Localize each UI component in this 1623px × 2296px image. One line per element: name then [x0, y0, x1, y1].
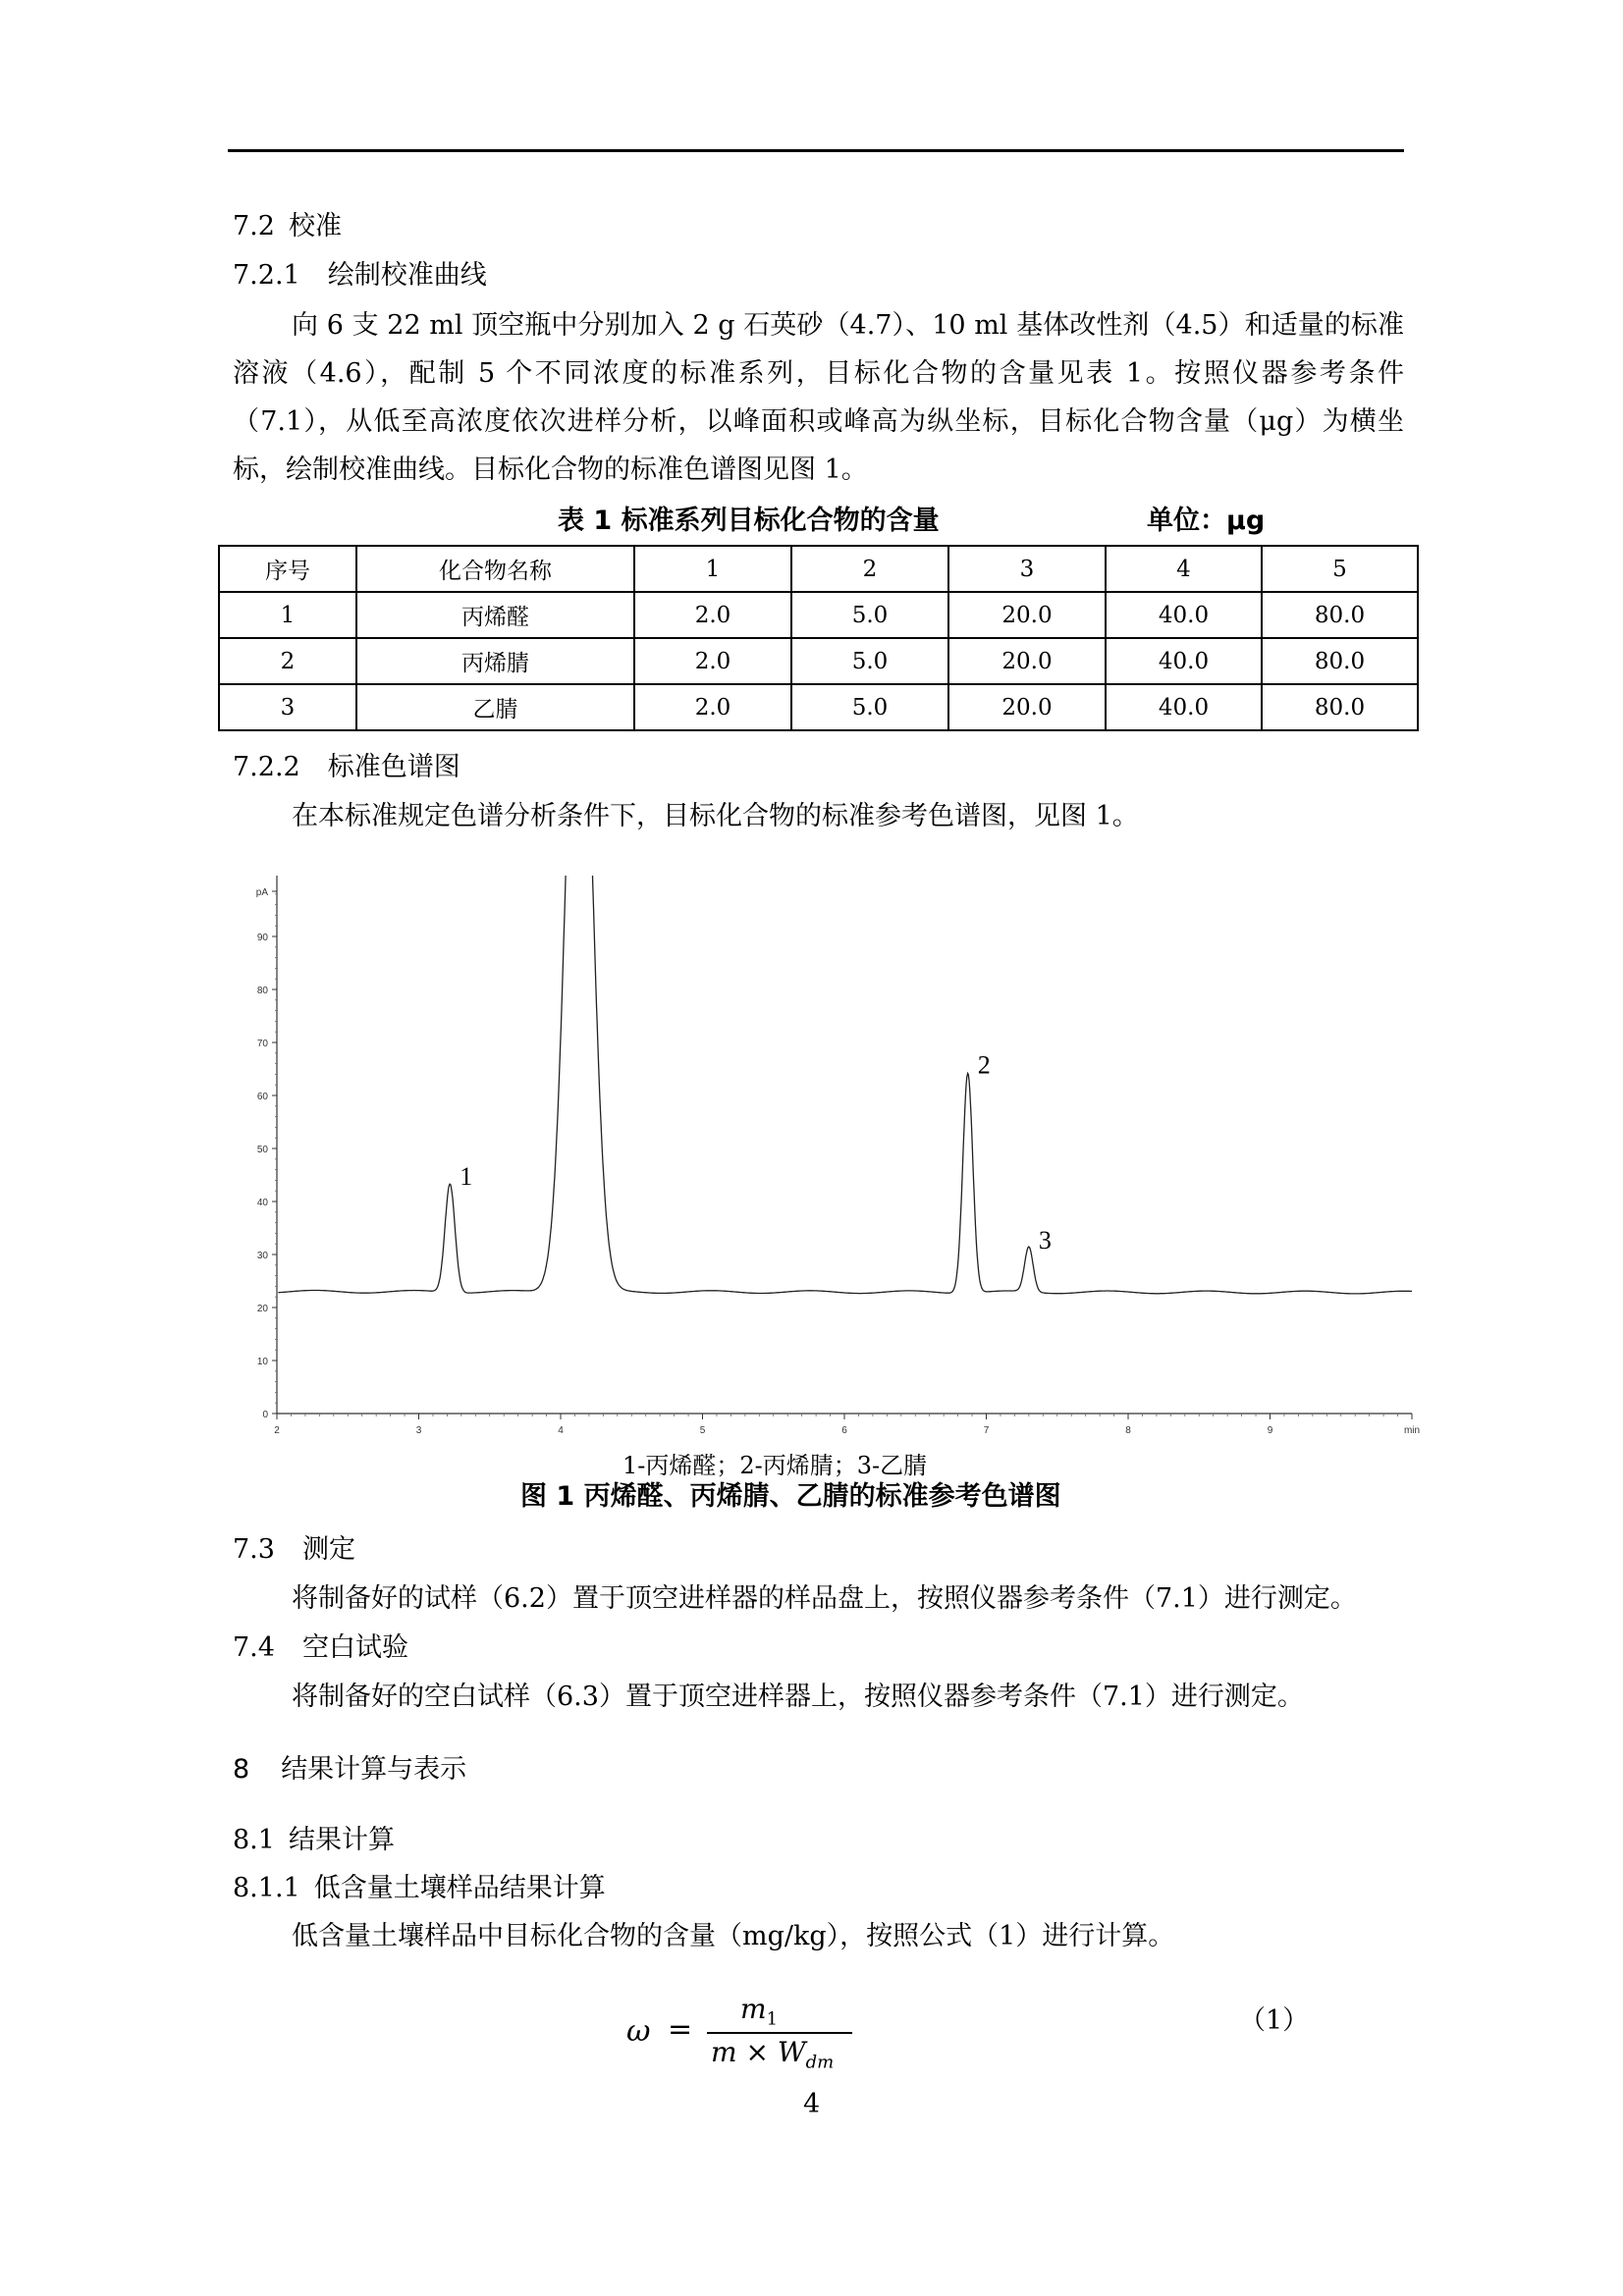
section-title: 结果计算	[288, 1825, 395, 1855]
chromatogram-chart	[226, 869, 1424, 1438]
formula-times: ×	[745, 2036, 769, 2068]
section-number: 7.2.2	[233, 752, 300, 782]
formula-num-var: m	[740, 1993, 767, 2025]
table-header-cell: 3	[948, 546, 1106, 592]
section-number: 8	[233, 1754, 250, 1785]
chromatogram-trace	[278, 869, 1412, 1294]
table-header-cell: 化合物名称	[356, 546, 634, 592]
y-tick-label: 40	[256, 1198, 268, 1208]
formula-den-var: m	[711, 2036, 737, 2068]
section-7-2-heading	[233, 210, 342, 243]
table-cell: 2.0	[634, 684, 791, 730]
table-cell: 80.0	[1262, 684, 1418, 730]
section-title: 校准	[288, 211, 342, 241]
section-8-heading	[233, 1753, 466, 1787]
x-tick-label: 2	[274, 1425, 280, 1436]
y-tick-label: 80	[256, 986, 268, 996]
peak-label: 1	[460, 1162, 473, 1192]
section-title: 空白试验	[301, 1632, 408, 1663]
x-tick-label: min	[1403, 1425, 1421, 1436]
table-header-cell: 1	[634, 546, 791, 592]
formula-numerator	[740, 1993, 778, 2030]
table-cell: 20.0	[948, 638, 1106, 684]
y-tick-label: 0	[262, 1410, 268, 1420]
table-cell: 2	[219, 638, 356, 684]
table-row	[219, 638, 1418, 684]
formula-lhs: ω	[626, 2014, 651, 2049]
header-rule	[228, 149, 1404, 152]
table-header-cell: 4	[1106, 546, 1262, 592]
y-tick-label: 90	[256, 933, 268, 943]
y-tick-label: 30	[256, 1251, 268, 1261]
y-tick-label: pA	[255, 887, 268, 898]
table-cell: 20.0	[948, 592, 1106, 638]
table-cell: 1	[219, 592, 356, 638]
section-8-1-1-body: 低含量土壤样品中目标化合物的含量（mg/kg），按照公式（1）进行计算。	[292, 1921, 1175, 1951]
table-cell: 40.0	[1106, 684, 1262, 730]
table-header-cell: 5	[1262, 546, 1418, 592]
x-tick-label: 8	[1125, 1425, 1131, 1436]
formula-den-var2: W	[777, 2036, 806, 2068]
peak-label: 3	[1038, 1225, 1052, 1255]
section-7-4-heading	[233, 1631, 408, 1665]
section-title: 结果计算与表示	[281, 1754, 467, 1785]
table-cell: 40.0	[1106, 638, 1262, 684]
table-cell: 20.0	[948, 684, 1106, 730]
section-7-4-body: 将制备好的空白试样（6.3）置于顶空进样器上，按照仪器参考条件（7.1）进行测定。	[292, 1682, 1304, 1712]
section-number: 8.1	[233, 1825, 275, 1855]
section-7-2-2-heading	[233, 751, 460, 784]
formula-equals: =	[668, 2012, 693, 2047]
table-cell: 3	[219, 684, 356, 730]
section-7-3-heading	[233, 1533, 355, 1567]
table-cell: 5.0	[791, 684, 948, 730]
y-tick-label: 70	[256, 1039, 268, 1049]
figure-caption: 图 1 丙烯醛、丙烯腈、乙腈的标准参考色谱图	[520, 1481, 1061, 1512]
x-tick-label: 7	[983, 1425, 990, 1436]
table-cell: 80.0	[1262, 592, 1418, 638]
section-title: 测定	[301, 1534, 355, 1565]
table-row	[219, 592, 1418, 638]
formula-num-sub: 1	[766, 2008, 779, 2030]
formula-den-sub: dm	[805, 2052, 835, 2073]
section-8-1-heading	[233, 1824, 395, 1857]
x-tick-label: 3	[415, 1425, 422, 1436]
x-tick-label: 9	[1267, 1425, 1273, 1436]
formula-1	[624, 1993, 870, 2071]
y-tick-label: 50	[256, 1145, 268, 1155]
table-cell: 2.0	[634, 638, 791, 684]
table-unit: 单位：μg	[1147, 506, 1266, 536]
table-cell: 丙烯腈	[356, 638, 634, 684]
section-7-3-body: 将制备好的试样（6.2）置于顶空进样器的样品盘上，按照仪器参考条件（7.1）进行测定。	[292, 1583, 1357, 1614]
formula-denominator	[711, 2036, 834, 2073]
x-tick-label: 6	[841, 1425, 847, 1436]
table-cell: 丙烯醛	[356, 592, 634, 638]
y-tick-label: 60	[256, 1092, 268, 1102]
table-cell: 2.0	[634, 592, 791, 638]
section-number: 8.1.1	[233, 1873, 300, 1903]
section-7-2-1-body: 向 6 支 22 ml 顶空瓶中分别加入 2 g 石英砂（4.7）、10 ml 基体改性剂（4.5）和适量的标准溶液（4.6），配制 5 个不同浓度的标准系列，目标化合物的含量见表 1。按照仪器参考条件（7.1），从低至高浓度依次进样分析，以峰面积或峰高为纵坐标，目标化合物含量（μg）为横坐标，绘制校准曲线。目标化合物的标准色谱图见图 1。	[233, 310, 1404, 485]
section-7-2-1-heading	[233, 259, 487, 293]
table-header-row	[219, 546, 1418, 592]
table-header-cell: 序号	[219, 546, 356, 592]
table-cell: 80.0	[1262, 638, 1418, 684]
y-tick-label: 20	[256, 1304, 268, 1314]
section-number: 7.4	[233, 1632, 275, 1663]
section-title: 标准色谱图	[327, 752, 460, 782]
x-tick-label: 4	[558, 1425, 564, 1436]
table-row	[219, 684, 1418, 730]
figure-legend: 1-丙烯醛；2-丙烯腈；3-乙腈	[622, 1452, 928, 1479]
peak-label: 2	[977, 1050, 991, 1080]
standard-series-table	[218, 545, 1419, 731]
section-number: 7.2.1	[233, 260, 300, 291]
table-caption: 表 1 标准系列目标化合物的含量	[558, 506, 940, 536]
section-8-1-1-heading	[233, 1872, 606, 1905]
section-7-2-2-body: 在本标准规定色谱分析条件下，目标化合物的标准参考色谱图，见图 1。	[292, 801, 1139, 831]
section-title: 绘制校准曲线	[327, 260, 487, 291]
table-cell: 5.0	[791, 638, 948, 684]
section-number: 7.2	[233, 211, 275, 241]
table-cell: 乙腈	[356, 684, 634, 730]
formula-number: （1）	[1239, 2005, 1310, 2036]
section-number: 7.3	[233, 1534, 275, 1565]
fraction-bar	[707, 2032, 852, 2034]
section-title: 低含量土壤样品结果计算	[313, 1873, 606, 1903]
x-tick-label: 5	[699, 1425, 706, 1436]
table-cell: 5.0	[791, 592, 948, 638]
page-number: 4	[803, 2089, 821, 2119]
y-tick-label: 10	[256, 1357, 268, 1367]
table-header-cell: 2	[791, 546, 948, 592]
table-cell: 40.0	[1106, 592, 1262, 638]
